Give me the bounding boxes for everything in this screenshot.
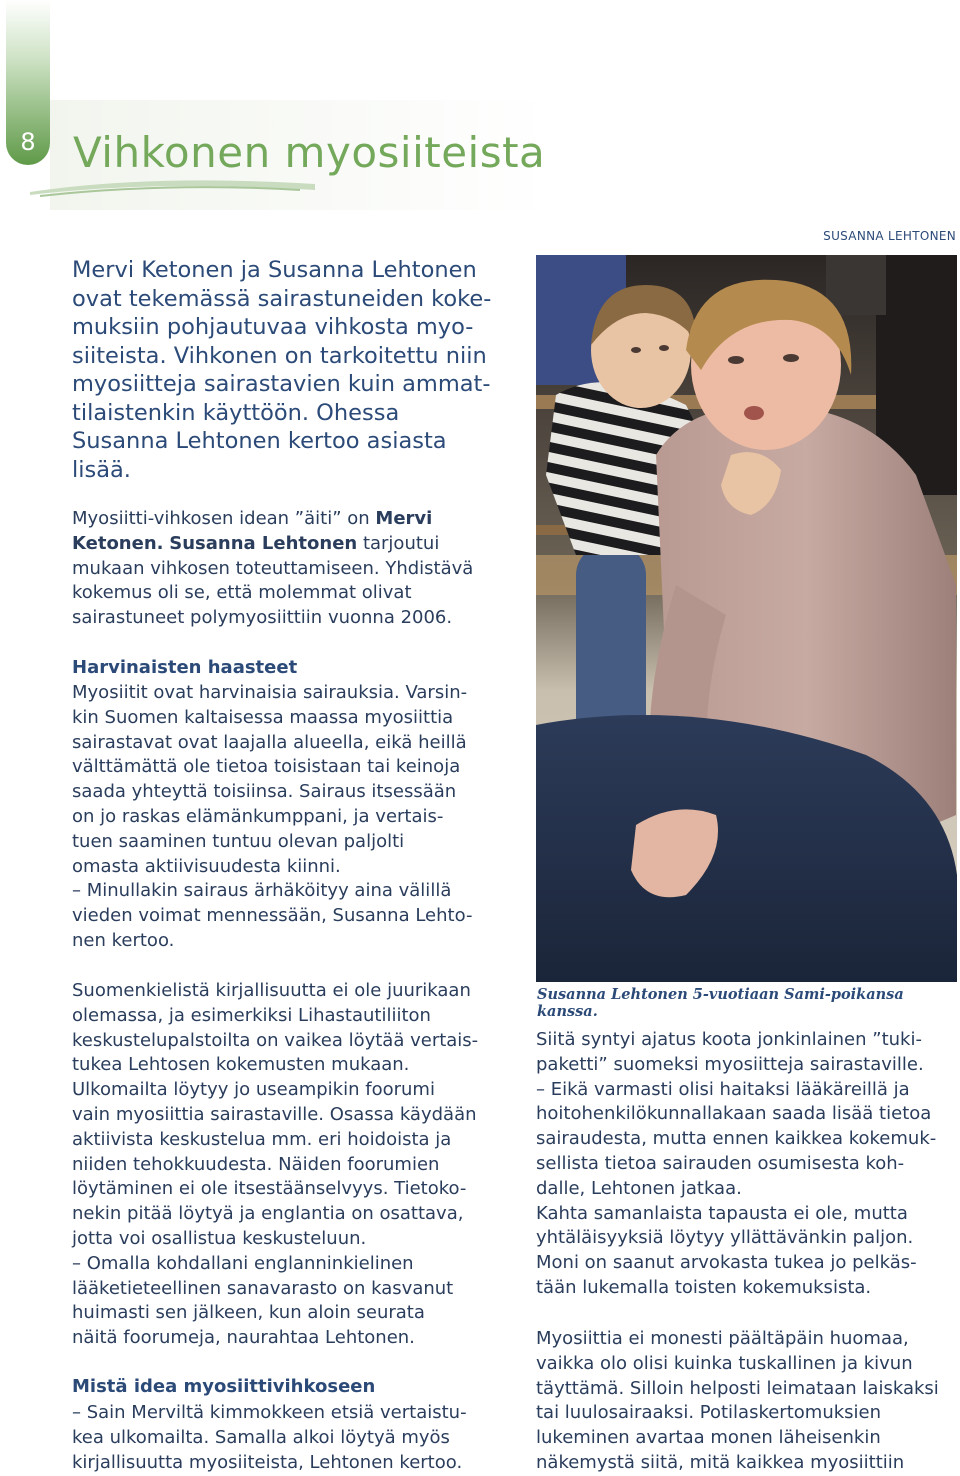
page-title: Vihkonen myosiiteista: [73, 128, 546, 177]
text-line: kin Suomen kaltaisessa maassa myosiittia: [72, 706, 454, 728]
text-line: – Sain Merviltä kimmokkeen etsiä vertaistu-: [72, 1402, 467, 1423]
photo-mother-and-son: [536, 255, 957, 982]
text-line: sairastavat ovat laajalla alueella, eikä heillä: [72, 731, 467, 753]
text-line: tukea Lehtosen kokemusten mukaan.: [72, 1054, 410, 1076]
lead-line: ovat tekemässä sairastuneiden koke-: [72, 285, 492, 312]
text-line: aktiivista keskustelua mm. eri hoidoista ja: [72, 1128, 452, 1150]
right-paragraph-2: [536, 1327, 956, 1476]
text-line: välttämättä ole tietoa toisistaan tai keinoja: [72, 756, 461, 778]
text-line: vieden voimat mennessään, Susanna Lehto-: [72, 905, 473, 927]
text-line: täyttämä. Silloin helposti leimataan laiskaksi: [536, 1377, 939, 1399]
text-line: Kahta samanlaista tapausta ei ole, mutta: [536, 1202, 908, 1224]
intro-paragraph: [72, 507, 492, 631]
text-line: omasta aktiivisuudesta kiinni.: [72, 855, 341, 877]
title-swoosh: [30, 168, 320, 202]
text-line: on jo raskas elämänkumppani, ja vertais-: [72, 805, 444, 827]
section1-paragraph: [72, 681, 492, 954]
lead-line: lisää.: [72, 456, 131, 483]
intro-text: Myosiitti-vihkosen idean ”äiti” on: [72, 508, 376, 529]
text-line: dalle, Lehtonen jatkaa.: [536, 1177, 742, 1199]
text-line: lukeminen avartaa monen läheisenkin: [536, 1427, 881, 1449]
text-line: tai luulosairaaksi. Potilaskertomuksien: [536, 1402, 882, 1424]
text-line: yhtäläisyyksiä löytyy yllättävänkin paljon.: [536, 1227, 914, 1249]
text-line: tuen saaminen tuntuu olevan paljolti: [72, 830, 405, 852]
intro-text-rest: tarjoutui mukaan vihkosen toteuttamiseen. Yhdistävä kokemus oli se, että molemmat olivat sairastuneet polymyosiittiin vuonna 2006.: [72, 532, 474, 629]
name-mervi: Mervi Ketonen.: [72, 508, 433, 554]
text-line: nen kertoo.: [72, 929, 175, 951]
section1b-paragraph: [72, 979, 492, 1351]
text-line: huimasti sen jälkeen, kun aloin seurata: [72, 1302, 425, 1324]
page-number: 8: [20, 128, 36, 156]
lead-line: muksiin pohjautuvaa vihkosta myo-: [72, 314, 474, 340]
text-line: keskustelupalstoilta on vaikea löytää vertais-: [72, 1029, 479, 1051]
text-line: Ulkomailta löytyy jo useampikin foorumi: [72, 1079, 435, 1101]
name-susanna: Susanna Lehtonen: [169, 532, 358, 554]
text-line: sairaudesta, mutta ennen kaikkea kokemuk-: [536, 1128, 937, 1150]
section-heading-harvinaisten: Harvinaisten haasteet: [72, 657, 298, 678]
text-line: jotta voi osallistua keskusteluun.: [72, 1227, 367, 1249]
text-line: Suomenkielistä kirjallisuutta ei ole juurikaan: [72, 980, 471, 1001]
text-line: hoitohenkilökunnallakaan saada lisää tietoa: [536, 1103, 932, 1125]
text-line: Myosiittia ei monesti päältäpäin huomaa,: [536, 1328, 909, 1349]
text-line: sellista tietoa sairauden osumisesta koh-: [536, 1152, 905, 1174]
section2-paragraph: [72, 1401, 492, 1475]
photo-credit: SUSANNA LEHTONEN: [823, 229, 956, 243]
text-line: Myosiitit ovat harvinaisia sairauksia. Varsin-: [72, 682, 468, 703]
text-line: niiden tehokkuudesta. Näiden foorumien: [72, 1153, 440, 1175]
lead-line: Susanna Lehtonen kertoo asiasta: [72, 428, 447, 454]
text-line: – Omalla kohdallani englanninkielinen: [72, 1252, 414, 1274]
lead-line: siiteista. Vihkonen on tarkoitettu niin: [72, 342, 487, 369]
text-line: näitä foorumeja, naurahtaa Lehtonen.: [72, 1327, 415, 1349]
text-line: vaikka olo olisi kuinka tuskallinen ja kivun: [536, 1352, 913, 1374]
text-line: näkemystä siitä, mitä kaikkea myosiittiin: [536, 1451, 905, 1473]
section-heading-mista-idea: Mistä idea myosiittivihkoseen: [72, 1376, 376, 1397]
text-line: – Eikä varmasti olisi haitaksi lääkäreillä ja: [536, 1078, 910, 1100]
lead-paragraph: [72, 256, 492, 484]
text-line: Siitä syntyi ajatus koota jonkinlainen ”tuki-: [536, 1029, 922, 1050]
text-line: paketti” suomeksi myosiitteja sairastaville.: [536, 1053, 924, 1075]
text-line: vain myosiittia sairastaville. Osassa käydään: [72, 1103, 477, 1125]
text-line: olemassa, ja esimerkiksi Lihastautiliiton: [72, 1004, 431, 1026]
text-line: kea ulkomailta. Samalla alkoi löytyä myös: [72, 1426, 450, 1448]
text-line: löytäminen ei ole itsestäänselvyys. Tietoko-: [72, 1178, 467, 1200]
text-line: saada yhteyttä toisiinsa. Sairaus itsessään: [72, 781, 457, 803]
text-line: kirjallisuutta myosiiteista, Lehtonen kertoo.: [72, 1451, 463, 1473]
text-line: – Minullakin sairaus ärhäköityy aina välillä: [72, 880, 452, 902]
text-line: nekin pitää löytyä ja englantia on osattava,: [72, 1203, 464, 1225]
photo-illustration: [536, 255, 957, 982]
text-line: Moni on saanut arvokasta tukea jo pelkäs-: [536, 1252, 917, 1274]
lead-line: Mervi Ketonen ja Susanna Lehtonen: [72, 257, 477, 283]
right-paragraph-1: [536, 1028, 956, 1301]
text-line: lääketieteellinen sanavarasto on kasvanut: [72, 1277, 454, 1299]
lead-line: myosiitteja sairastavien kuin ammat-: [72, 371, 491, 397]
text-line: tään lukemalla toisten kokemuksista.: [536, 1276, 872, 1298]
lead-line: tilaistenkin käyttöön. Ohessa: [72, 399, 400, 426]
photo-caption: Susanna Lehtonen 5-vuotiaan Sami-poikansa kanssa.: [537, 986, 904, 1020]
